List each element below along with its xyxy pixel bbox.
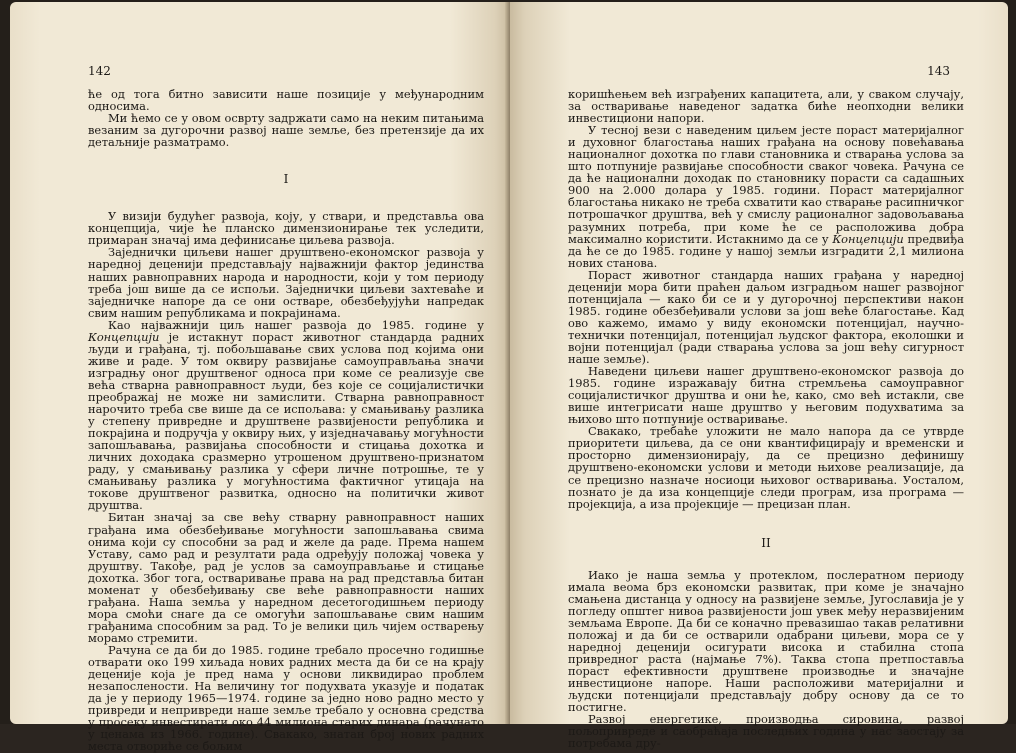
paragraph: Битан значај за све већу стварну равноправност наших грађана има обезбеђивање могућности запошљавања свима онима који су способни за рад и желе да раде. Према нашем Уставу, само рад и резултати рада одређују положај човека у друштву. Такође, рад је услов за самоуправљање и стицање дохотка. Због тога, остваривање права на рад представља битан моменат у обезбеђивању све веће равноправности наших грађана. Наша земља у наредном десетогодишњем периоду мора смоћи снаге да се омогући запошљавање свим нашим грађанима способним за рад. То је велики циљ чијем остварењу морамо стремити. — [88, 510, 484, 645]
paragraph: У визији будућег развоја, коју, у ствари, и представља ова концепција, чије ће планско димензионирање тек уследити, примаран значај има дефинисање циљева развоја. — [88, 209, 484, 248]
emphasis: Концепцији — [88, 329, 160, 344]
paragraph: Рачуна се да би до 1985. године требало просечно годишње отварати око 199 хиљада нових радних места да би се на крају деценије која је пред нама у основи ликвидирао проблем незапослености. На величину тог подухвата указује и податак да је у периоду 1965—1974. године за једно ново радно место у привреди и непривреди наше земље требало у основна средства у просеку инвестирати око 44 милиона старих динара (рачунато у ценама из 1966. године). Свакако, знатан број нових радних места отвориће се бољим — [88, 642, 484, 753]
page-text — [568, 88, 964, 749]
page-number: 142 — [88, 64, 111, 78]
emphasis: Концепцији — [832, 231, 904, 246]
right-page — [510, 2, 1008, 751]
paragraph: Иако је наша земља у протеклом, послератном периоду имала веома брз економски развитак, при коме је значајно смањена дистанца у односу на развијене земље, Југославија је у погледу општег нивоа развијености још увек међу неразвијеним земљама Европе. Да би се коначно превазишао такав релативни положај и да би се остварили одабрани циљеви, мора се у наредној деценији осигурати висока и стабилна стопа привредног раста (најмање 7%). Таква стопа претпоставља пораст ефективности друштвене производње и значајне инвестиционе напоре. Наши расположиви материјални и људски потенцијали представљају добру основу да се то постигне. — [568, 567, 964, 715]
section-heading: I — [283, 172, 289, 187]
paragraph: Наведени циљеви нашег друштвено-економског развоја до 1985. године изражавају битна стремљења самоуправног социјалистичког друштва и они ће, како, смо већ истакли, све више интегрисати наше друштво у његовим подухватима за њихово што потпуније остваривање. — [568, 364, 964, 427]
paragraph: У тесној вези с наведеним циљем јесте пораст материјалног и духовног благостања наших грађана на основу повећавања националног дохотка по глави становника и стварања услова за што потпуније развијање способности сваког човека. Рачуна се да ће национални доходак по становнику порасти са садашњих 900 на 2.000 долара у 1985. години. Пораст материјалног благостања никако не треба схватити као стварање расипничког потрошачког друштва, већ у смислу рационалног задовољавања разумних потреба, при коме ће се расположива добра максимално користити. Истакнимо да се у Концепцији предвиђа да ће се до 1985. године у нашој земљи изградити 2,1 милиона нових станова. — [568, 123, 964, 270]
paragraph: коришћењем већ изграђених капацитета, али, у сваком случају, за остваривање наведеног задатка биће неопходни велики инвестициони напори. — [568, 87, 964, 126]
paragraph: Свакако, требаће уложити не мало напора да се утврде приоритети циљева, да се они квантифицирају и временски и просторно димензионирају, да се прецизно дефинишу друштвено-економски услови и методи њихове реализације, да се прецизно назначе носиоци њиховог остваривања. Уосталом, познато је да иза концепције следи програм, иза програма — пројекција, а иза пројекције — прецизан план. — [568, 424, 964, 511]
paragraph: Пораст животног стандарда наших грађана у наредној деценији мора бити праћен даљом изградњом нашег развојног потенцијала — како би се и у дугорочној перспективи након 1985. године обезбеђивали услови за још веће благостање. Кад ово кажемо, имамо у виду економски потенцијал, научно-технички потенцијал, потенцијал људског фактора, еколошки и војни потенцијал (ради стварања услова за још већу сигурност наше земље). — [568, 267, 964, 367]
paragraph: Као најважнији циљ нашег развоја до 1985. године у Концепцији је истакнут пораст животног стандарда радних људи и грађана, тј. побољшавање свих услова под којима они живе и раде. У том оквиру развијање самоуправљања значи изградњу оног друштвеног односа при коме се реализује све већа стварна равноправност људи, без које се социјалистички преображај не може ни замислити. Стварна равноправност нарочито треба све више да се испољава: у смањивању разлика у степену привредне и друштвене развијености република и покрајина и подручја у оквиру њих, у изједначавању могућности запошљавања, развијања способности и стицања дохотка и личних доходака сразмерно утрошеном друштвено-признатом раду, у смањивању разлика у сфери личне потрошње, те у смањивању разлика у могућностима фактичног утицаја на токове друштвеног развитка, односно на политички живот друштва. — [88, 317, 484, 513]
page-text — [88, 88, 484, 752]
paragraph: ће од тога битно зависити наше позиције у међународним односима. — [88, 87, 484, 114]
page-number: 143 — [927, 64, 950, 78]
paragraph: Заједнички циљеви нашег друштвено-економског развоја у наредној деценији представљају најважнији фактор јединства наших равноправних народа и народности, који у том периоду треба још више да се испољи. Заједнички циљеви захтеваће и заједничке напоре да се они остваре, обезбеђујући напредак свим нашим републикама и покрајинама. — [88, 245, 484, 320]
left-page — [10, 2, 510, 753]
paragraph: Ми ћемо се у овом осврту задржати само на неким питањима везаним за дугорочни развој наше земље, без претензије да их детаљније разматрамо. — [88, 111, 484, 150]
section-heading: II — [761, 535, 771, 550]
paragraph: Развој енергетике, производња сировина, развој пољопривреде и саобраћаја последњих година у нас заостају за потребама дру- — [568, 712, 964, 751]
